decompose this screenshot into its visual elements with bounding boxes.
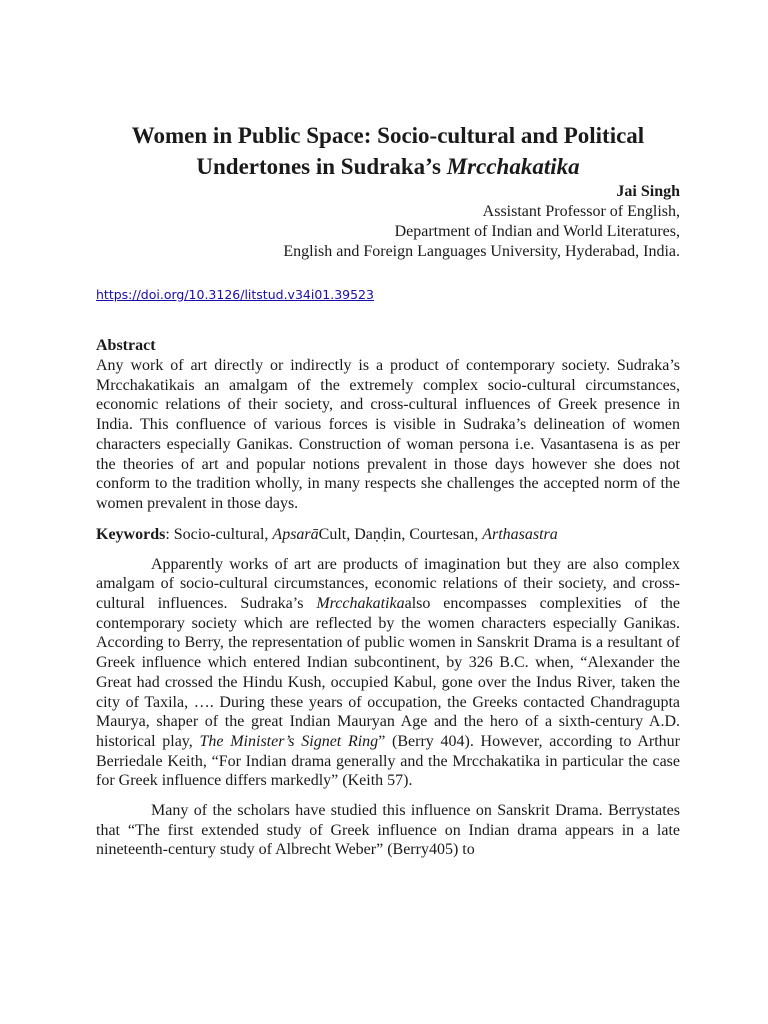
title-line-1: Women in Public Space: Socio-cultural and Political [131, 123, 645, 148]
title-italic-work: Mrcchakatika [446, 154, 580, 179]
keywords-label: Keywords [96, 525, 166, 543]
body-paragraph-1 [96, 555, 680, 791]
para1-part2: also encompasses complexities of the contemporary society which are reflected by the women characters especially Ganikas. According to Berry, the representation of public women in Sanskrit Drama is a resultant of Greek influence which entered Indian subcontinent, by 326 B.C. when, “Alexander the Great had crossed the Hindu Kush, occupied Kabul, gone over the Indus River, taken the city of Taxila, …. During these years of occupation, the Greeks contacted Chandragupta Maurya, shaper of the great Indian Mauryan Age and the hero of a sixth-century A.D. historical play, [96, 595, 681, 750]
para1-italic1: Mrcchakatika [316, 595, 405, 613]
keyword-4: Arthasastra [482, 525, 558, 543]
keywords-line [96, 525, 680, 545]
para1-italic2: The Minister’s Signet Ring [199, 732, 379, 750]
abstract-heading: Abstract [96, 337, 156, 354]
author-department: Department of Indian and World Literatures, [394, 223, 680, 240]
doi-line [96, 286, 680, 304]
keyword-3: Cult, Daṇḍin, Courtesan, [318, 525, 483, 543]
author-university: English and Foreign Languages University, Hyderabad, India. [283, 243, 680, 260]
paper-title [96, 120, 680, 182]
abstract-text: Any work of art directly or indirectly is a product of contemporary society. Sudraka’s Mrcchakatikais an amalgam of the extremely complex socio-cultural circumstances, economic relations of their society, and cross-cultural influences of Greek presence in India. This confluence of various forces is visible in Sudraka’s delineation of women characters especially Ganikas. Construction of woman persona i.e. Vasantasena is as per the theories of art and popular notions prevalent in those days however she does not conform to the tradition wholly, in many respects she challenges the accepted norm of the women prevalent in those days. [96, 357, 680, 512]
paper-page [96, 120, 680, 860]
title-line-2: Undertones in Sudraka’s [196, 154, 447, 179]
para1-part1: Apparently works of art are products of imagination but they are also complex amalgam of socio-cultural circumstances, economic relations of their society, and cross-cultural influences. Sudraka’s [96, 555, 680, 613]
author-block [96, 182, 680, 262]
keyword-1: Socio-cultural, [173, 525, 273, 543]
para1-part3: ” (Berry 404). However, according to Arthur Berriedale Keith, “For Indian drama generally and the Mrcchakatika in particular the case for Greek influence differs markedly” (Keith 57). [96, 732, 681, 790]
keyword-2: Apsarā [272, 525, 319, 543]
keywords-colon: : [165, 525, 174, 543]
doi-link[interactable]: https://doi.org/10.3126/litstud.v34i01.39523 [96, 287, 374, 302]
author-name: Jai Singh [616, 183, 680, 200]
body-paragraph-2: Many of the scholars have studied this influence on Sanskrit Drama. Berrystates that “The first extended study of Greek influence on Indian drama appears in a late nineteenth-century study of Albrecht Weber” (Berry405) to [96, 802, 680, 859]
author-position: Assistant Professor of English, [482, 203, 680, 220]
